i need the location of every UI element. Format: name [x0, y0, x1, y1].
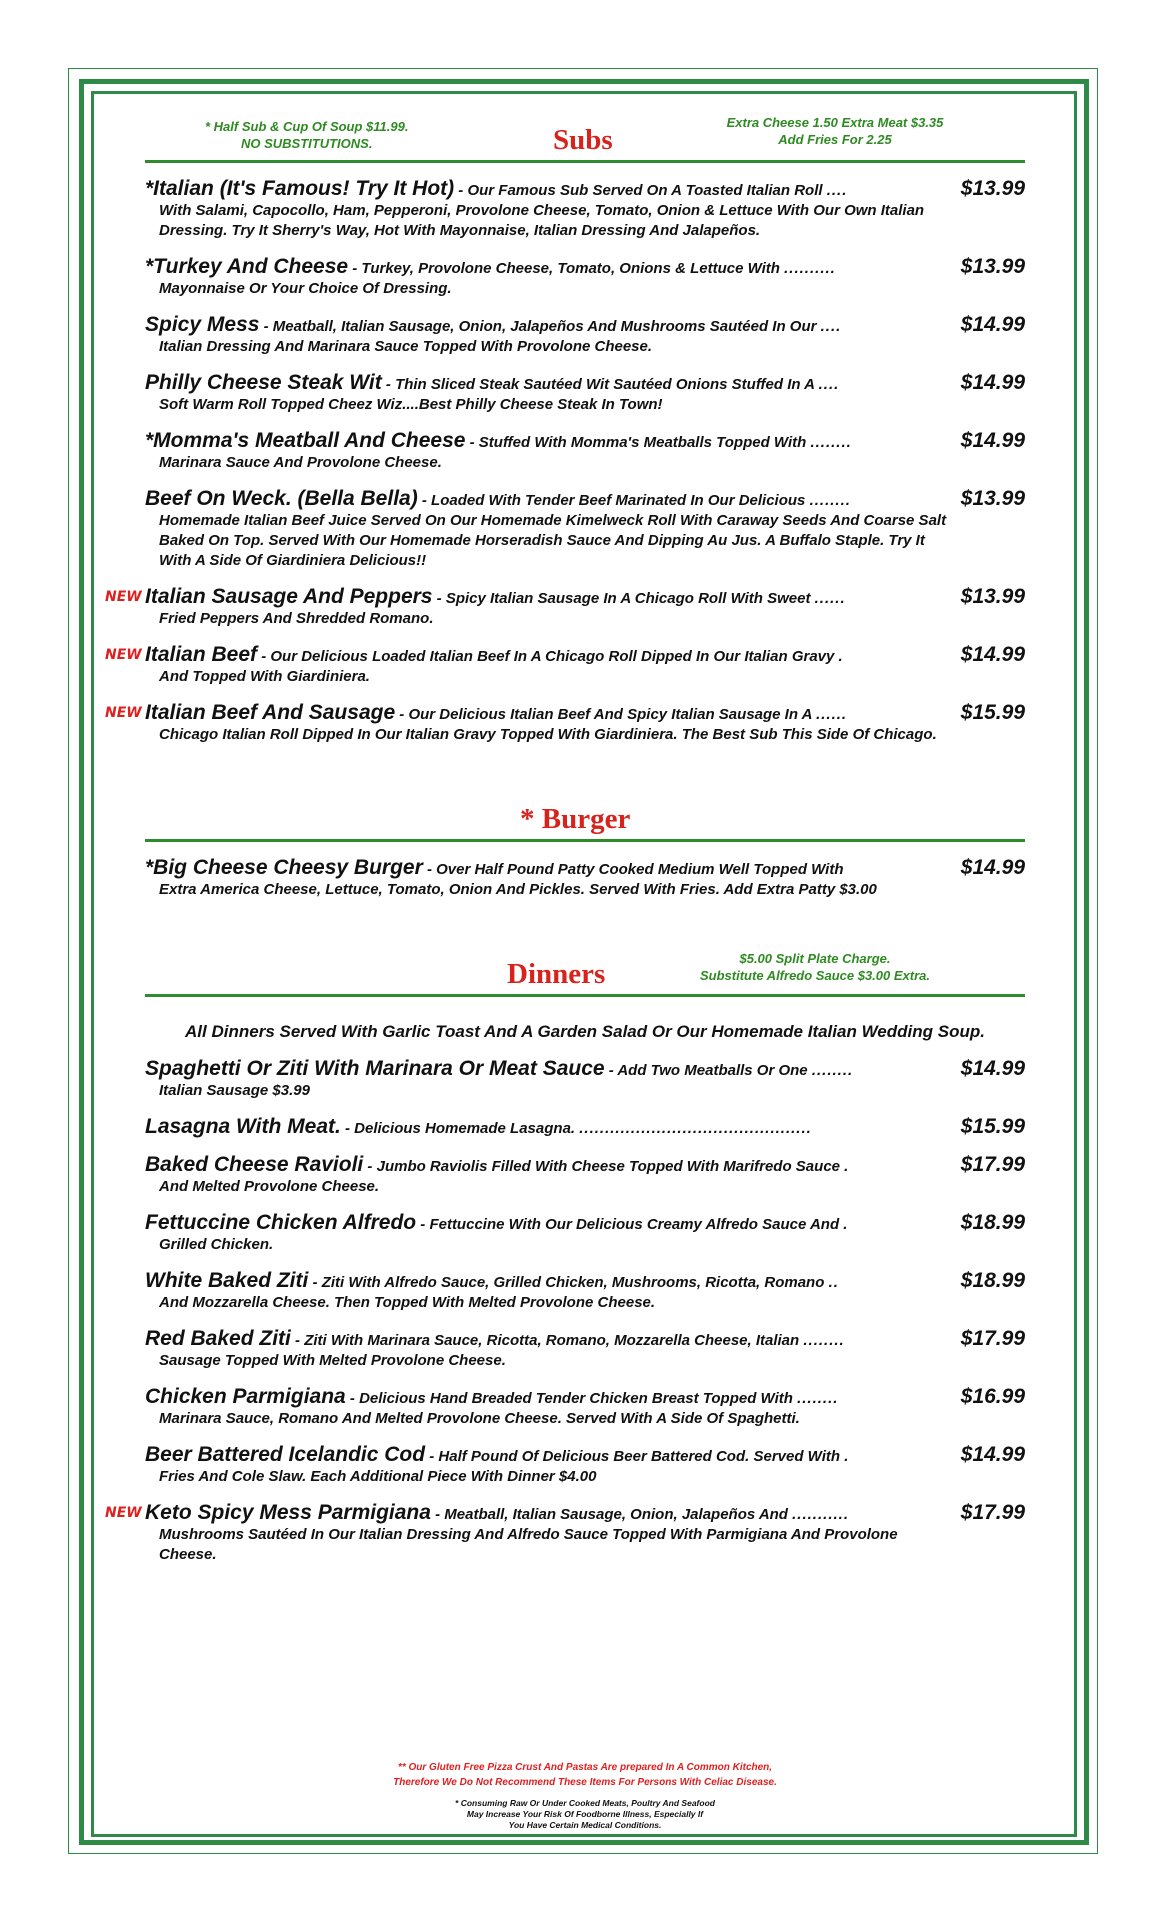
menu-item [145, 858, 1025, 900]
menu-item-description: - Thin Sliced Steak Sautéed Wit Sautéed Onions Stuffed In A [381, 376, 819, 393]
subs-item-list [105, 177, 1025, 745]
menu-item-description-cont: And Topped With Giardiniera. [159, 668, 370, 685]
dot-leader: .... [818, 376, 840, 393]
menu-item-description: - Ziti With Marinara Sauce, Ricotta, Romano, Mozzarella Cheese, Italian [290, 1332, 804, 1349]
menu-item-headline [145, 1059, 955, 1081]
menu-item-headline [145, 315, 955, 337]
menu-item-description: - Meatball, Italian Sausage, Onion, Jalapeños And Mushrooms Sautéed In Our [259, 318, 821, 335]
menu-item [145, 179, 1025, 241]
dot-leader: ............................................. [579, 1120, 812, 1137]
dot-leader: . [843, 1216, 849, 1233]
menu-item [145, 1445, 1025, 1487]
dot-leader: .......... [784, 260, 836, 277]
menu-item [145, 1117, 1025, 1139]
menu-item-headline [145, 1117, 955, 1139]
menu-item-description-cont: Soft Warm Roll Topped Cheez Wiz....Best Philly Cheese Steak In Town! [159, 396, 663, 413]
menu-item-name: *Big Cheese Cheesy Burger [145, 858, 423, 879]
menu-item-price: $15.99 [960, 701, 1025, 724]
menu-item-headline [145, 431, 955, 453]
menu-item-description-cont: Fried Peppers And Shredded Romano. [159, 610, 434, 627]
menu-item-description: - Meatball, Italian Sausage, Onion, Jalapeños And [430, 1506, 793, 1523]
dinners-note-right: $5.00 Split Plate Charge. Substitute Alfredo Sauce $3.00 Extra. [700, 951, 930, 983]
menu-item-description-cont: Mayonnaise Or Your Choice Of Dressing. [159, 280, 452, 297]
dot-leader: .... [820, 318, 842, 335]
gluten-free-disclaimer: ** Our Gluten Free Pizza Crust And Pastas Are prepared In A Common Kitchen, Therefore We Do Not Recommend These Items For Persons With Celiac Disease. [393, 1762, 777, 1788]
menu-item-price: $17.99 [960, 1153, 1025, 1176]
menu-item-headline [145, 1387, 955, 1409]
menu-item-name: Italian Beef And Sausage [145, 703, 396, 724]
menu-item [145, 489, 1025, 571]
menu-item-name: Spicy Mess [145, 315, 260, 336]
burger-header [145, 789, 1025, 839]
dot-leader: ........... [792, 1506, 849, 1523]
menu-item-price: $14.99 [960, 429, 1025, 452]
menu-item-headline [145, 489, 955, 511]
menu-item-price: $18.99 [960, 1211, 1025, 1234]
menu-item-name: *Momma's Meatball And Cheese [145, 431, 466, 452]
menu-item-name: Chicken Parmigiana [145, 1387, 346, 1408]
menu-item-name: Spaghetti Or Ziti With Marinara Or Meat Sauce [145, 1059, 605, 1080]
menu-item-description: - Over Half Pound Patty Cooked Medium Well Topped With [422, 861, 844, 878]
menu-item-name: *Turkey And Cheese [145, 257, 349, 278]
subs-note-left: * Half Sub & Cup Of Soup $11.99. NO SUBSTITUTIONS. [205, 119, 409, 151]
menu-item [145, 1155, 1025, 1197]
menu-item-description: - Our Delicious Italian Beef And Spicy Italian Sausage In A [395, 706, 817, 723]
menu-item-price: $13.99 [960, 255, 1025, 278]
menu-item-price: $14.99 [960, 1057, 1025, 1080]
menu-item-description: - Turkey, Provolone Cheese, Tomato, Onions & Lettuce With [348, 260, 785, 277]
menu-item-description-cont: With Salami, Capocollo, Ham, Pepperoni, Provolone Cheese, Tomato, Onion & Lettuce With Our Own Italian Dressing. Try It Sherry's Way, Hot With Mayonnaise, Italian Dressing And Jalapeños. [159, 202, 925, 239]
subs-divider [145, 160, 1025, 163]
menu-item-price: $15.99 [960, 1115, 1025, 1138]
new-badge: NEW [105, 1505, 142, 1521]
menu-item-description-cont: Chicago Italian Roll Dipped In Our Italian Gravy Topped With Giardiniera. The Best Sub This Side Of Chicago. [159, 726, 937, 743]
menu-item-description: - Our Famous Sub Served On A Toasted Italian Roll [454, 182, 827, 199]
menu-item-headline [145, 703, 955, 725]
dinners-intro: All Dinners Served With Garlic Toast And A Garden Salad Or Our Homemade Italian Wedding Soup. [185, 1022, 985, 1041]
menu-item-description-cont: Sausage Topped With Melted Provolone Cheese. [159, 1352, 506, 1369]
menu-item-price: $14.99 [960, 1443, 1025, 1466]
menu-item-description: - Delicious Hand Breaded Tender Chicken Breast Topped With [345, 1390, 798, 1407]
dinners-item-list [105, 1057, 1025, 1565]
food-safety-disclaimer: * Consuming Raw Or Under Cooked Meats, Poultry And Seafood May Increase Your Risk Of Foodborne Illness, Especially If You Have Certain Medical Conditions. [455, 1798, 715, 1830]
menu-item-description-cont: Fries And Cole Slaw. Each Additional Piece With Dinner $4.00 [159, 1468, 597, 1485]
menu-item-headline [145, 1155, 955, 1177]
menu-item [145, 1387, 1025, 1429]
menu-item-name: Fettuccine Chicken Alfredo [145, 1213, 417, 1234]
menu-item-name: White Baked Ziti [145, 1271, 309, 1292]
menu-item-price: $13.99 [960, 487, 1025, 510]
menu-item-description: - Add Two Meatballs Or One [604, 1062, 812, 1079]
menu-item-headline [145, 1213, 955, 1235]
menu-item [105, 1501, 1025, 1565]
dot-leader: ........ [803, 1332, 845, 1349]
menu-item-name: Keto Spicy Mess Parmigiana [145, 1503, 431, 1524]
burger-title: * Burger [520, 803, 631, 835]
menu-item [105, 643, 1025, 687]
menu-item-price: $14.99 [960, 313, 1025, 336]
menu-item-name: Beer Battered Icelandic Cod [145, 1445, 426, 1466]
new-badge: NEW [105, 589, 142, 605]
dot-leader: .. [828, 1274, 839, 1291]
menu-item-description: - Loaded With Tender Beef Marinated In Our Delicious [417, 492, 810, 509]
dinners-divider [145, 994, 1025, 997]
dot-leader: ...... [814, 590, 846, 607]
menu-item-headline [145, 179, 955, 201]
menu-item-description: - Ziti With Alfredo Sauce, Grilled Chicken, Mushrooms, Ricotta, Romano [308, 1274, 829, 1291]
menu-item-price: $14.99 [960, 856, 1025, 879]
menu-item-description: - Spicy Italian Sausage In A Chicago Roll With Sweet [432, 590, 815, 607]
subs-note-right: Extra Cheese 1.50 Extra Meat $3.35 Add Fries For 2.25 [726, 115, 944, 147]
menu-item-price: $14.99 [960, 371, 1025, 394]
menu-item-description-cont: Extra America Cheese, Lettuce, Tomato, Onion And Pickles. Served With Fries. Add Extra Patty $3.00 [159, 881, 877, 898]
new-badge: NEW [105, 705, 142, 721]
burger-divider [145, 839, 1025, 842]
menu-item-description-cont: Grilled Chicken. [159, 1236, 274, 1253]
menu-item-name: Italian Beef [145, 645, 258, 666]
menu-item-price: $17.99 [960, 1327, 1025, 1350]
menu-item-description-cont: And Mozzarella Cheese. Then Topped With Melted Provolone Cheese. [159, 1294, 656, 1311]
menu-item-price: $13.99 [960, 585, 1025, 608]
menu-item-description-cont: And Melted Provolone Cheese. [159, 1178, 380, 1195]
menu-item-description-cont: Homemade Italian Beef Juice Served On Our Homemade Kimelweck Roll With Caraway Seeds And Coarse Salt Baked On Top. Served With Our Homemade Horseradish Sauce And Dipping Au Jus. A Buffalo Staple. Try It With A Side Of Giardiniera Delicious!! [159, 512, 947, 569]
dot-leader: ........ [809, 492, 851, 509]
menu-item-name: Italian Sausage And Peppers [145, 587, 433, 608]
menu-item-name: Lasagna With Meat. [145, 1117, 341, 1138]
menu-item-headline [145, 1503, 955, 1525]
menu-item-description: - Delicious Homemade Lasagna. [340, 1120, 580, 1137]
menu-item-description-cont: Marinara Sauce, Romano And Melted Provolone Cheese. Served With A Side Of Spaghetti. [159, 1410, 800, 1427]
menu-item-headline [145, 645, 955, 667]
menu-item-description: - Fettuccine With Our Delicious Creamy Alfredo Sauce And [416, 1216, 844, 1233]
menu-item-name: Philly Cheese Steak Wit [145, 373, 382, 394]
dinners-title: Dinners [507, 958, 606, 990]
menu-item-description-cont: Mushrooms Sautéed In Our Italian Dressing And Alfredo Sauce Topped With Parmigiana And Provolone Cheese. [159, 1526, 898, 1563]
menu-item [145, 431, 1025, 473]
menu-item-price: $14.99 [960, 643, 1025, 666]
dot-leader: .... [826, 182, 848, 199]
dot-leader: ........ [810, 434, 852, 451]
burger-item-list [145, 858, 1025, 900]
menu-item [145, 257, 1025, 299]
menu-item-description-cont: Italian Sausage $3.99 [159, 1082, 310, 1099]
subs-title: Subs [553, 124, 613, 156]
dinners-header [145, 944, 1025, 994]
menu-item-name: Beef On Weck. (Bella Bella) [145, 489, 418, 510]
new-badge: NEW [105, 647, 142, 663]
menu-item-description-cont: Italian Dressing And Marinara Sauce Topped With Provolone Cheese. [159, 338, 653, 355]
dot-leader: . [838, 648, 844, 665]
menu-item-price: $17.99 [960, 1501, 1025, 1524]
menu-item-description-cont: Marinara Sauce And Provolone Cheese. [159, 454, 442, 471]
menu-item-description: - Stuffed With Momma's Meatballs Topped With [465, 434, 811, 451]
menu-item-headline [145, 587, 955, 609]
menu-item-price: $16.99 [960, 1385, 1025, 1408]
menu-item-name: Baked Cheese Ravioli [145, 1155, 364, 1176]
menu-item [145, 1213, 1025, 1255]
menu-item-headline [145, 858, 955, 880]
menu-item-price: $13.99 [960, 177, 1025, 200]
menu-item [145, 315, 1025, 357]
menu-item-headline [145, 1329, 955, 1351]
subs-header [145, 110, 1025, 160]
menu-item-description: - Jumbo Raviolis Filled With Cheese Topped With Marifredo Sauce [363, 1158, 845, 1175]
menu-item [145, 1329, 1025, 1371]
menu-item [145, 373, 1025, 415]
dot-leader: . [844, 1158, 850, 1175]
menu-item [145, 1059, 1025, 1101]
menu-item-description: - Half Pound Of Delicious Beer Battered Cod. Served With [425, 1448, 845, 1465]
menu-item-headline [145, 373, 955, 395]
dot-leader: ...... [816, 706, 848, 723]
menu-page [105, 110, 1025, 1830]
menu-item-headline [145, 1271, 955, 1293]
menu-item-name: *Italian (It's Famous! Try It Hot) [145, 179, 455, 200]
menu-item-headline [145, 257, 955, 279]
menu-item-description: - Our Delicious Loaded Italian Beef In A Chicago Roll Dipped In Our Italian Gravy [257, 648, 839, 665]
menu-item-price: $18.99 [960, 1269, 1025, 1292]
menu-item [145, 1271, 1025, 1313]
menu-item-headline [145, 1445, 955, 1467]
dot-leader: ........ [797, 1390, 839, 1407]
menu-item [105, 701, 1025, 745]
menu-item-name: Red Baked Ziti [145, 1329, 291, 1350]
dot-leader: . [844, 1448, 850, 1465]
dot-leader: ........ [811, 1062, 854, 1079]
menu-item [105, 585, 1025, 629]
